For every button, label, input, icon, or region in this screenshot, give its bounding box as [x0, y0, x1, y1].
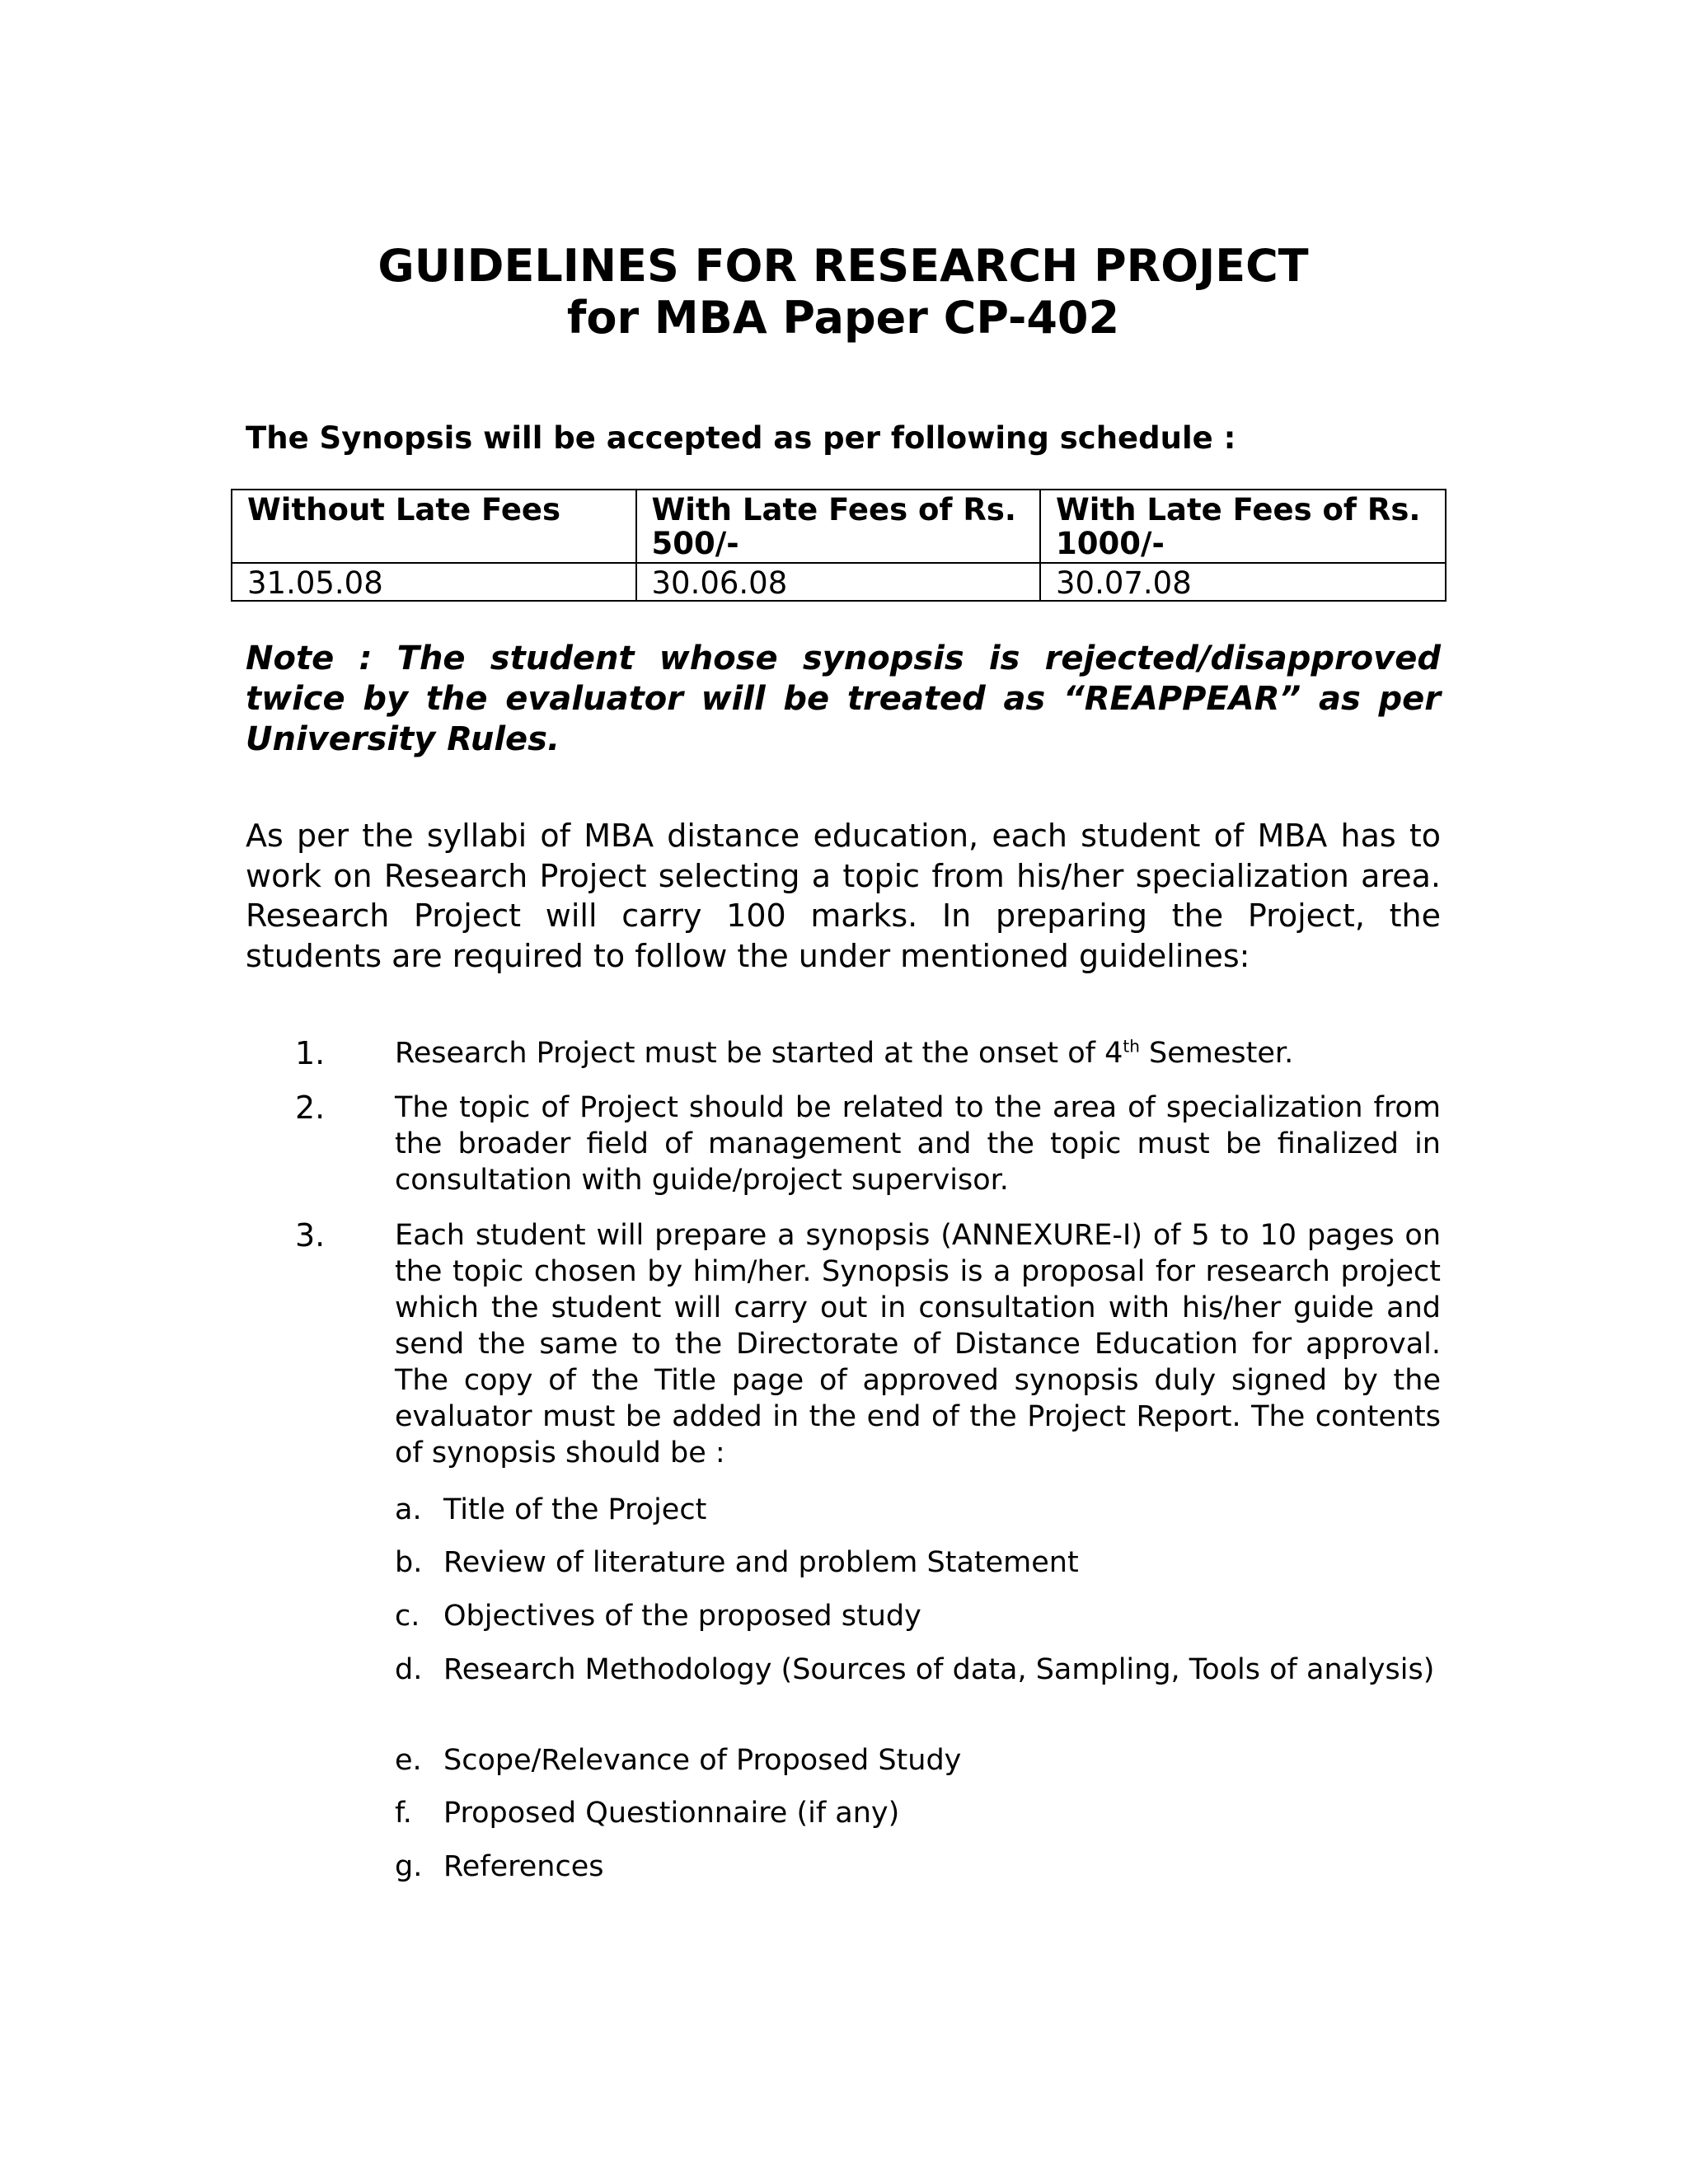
guideline-text: Each student will prepare a synopsis (ANNEXURE-I) of 5 to 10 pages on the topic chosen by him/her. Synopsis is a proposal for research project which the student will carry out in consultation with his/her guide and send the same to the Directorate of Distance Education for approval. The copy of the Title page of approved synopsis duly signed by the evaluator must be added in the end of the Project Report. The contents of synopsis should be : — [395, 1219, 1441, 1469]
item-text: Review of literature and problem Statement — [443, 1546, 1079, 1579]
schedule-date-cell: 30.06.08 — [636, 563, 1041, 601]
schedule-header-cell: Without Late Fees — [232, 490, 636, 563]
synopsis-content-item — [395, 1544, 1441, 1581]
schedule-header-cell: With Late Fees of Rs. 1000/- — [1040, 490, 1446, 563]
guideline-text — [395, 1035, 1441, 1071]
document-title: GUIDELINES FOR RESEARCH PROJECT — [377, 240, 1309, 292]
guideline-item — [246, 1035, 1441, 1071]
schedule-header-cell: With Late Fees of Rs. 500/- — [636, 490, 1041, 563]
guideline-number: 1. — [295, 1035, 326, 1071]
document-subtitle: for MBA Paper CP-402 — [566, 292, 1120, 344]
intro-paragraph: As per the syllabi of MBA distance education, each student of MBA has to work on Research Project selecting a topic from his/her specialization area. Research Project will carry 100 marks. In preparing the Project, the students are required to follow the under mentioned guidelines: — [246, 818, 1441, 974]
synopsis-content-item — [395, 1598, 1441, 1634]
schedule-table — [231, 489, 1447, 602]
guideline-number: 2. — [295, 1090, 326, 1126]
schedule-heading: The Synopsis will be accepted as per following schedule : — [246, 420, 1236, 456]
reappear-note: Note : The student whose synopsis is rejected/disapproved twice by the evaluator will be treated as “REAPPEAR” as per University Rules. — [246, 640, 1441, 758]
synopsis-content-item — [395, 1849, 1441, 1885]
schedule-date-cell: 31.05.08 — [232, 563, 636, 601]
item-text: References — [443, 1850, 604, 1883]
guideline-number: 3. — [295, 1217, 326, 1254]
item-letter: e. — [395, 1744, 422, 1777]
schedule-header-row — [232, 490, 1446, 563]
guideline-text-part: Research Project must be started at the onset of 4 — [395, 1037, 1123, 1070]
schedule-date-row — [232, 563, 1446, 601]
item-letter: a. — [395, 1493, 422, 1526]
guideline-text-part: Semester. — [1139, 1037, 1294, 1070]
item-letter: b. — [395, 1546, 423, 1579]
item-letter: f. — [395, 1797, 412, 1830]
item-text: Scope/Relevance of Proposed Study — [443, 1744, 962, 1777]
item-text: Objectives of the proposed study — [443, 1600, 921, 1633]
guideline-item — [246, 1090, 1441, 1198]
schedule-date-cell: 30.07.08 — [1040, 563, 1446, 601]
item-letter: d. — [395, 1653, 423, 1686]
guideline-text: The topic of Project should be related to the area of specialization from the broader field of management and the topic must be finalized in consultation with guide/project supervisor. — [395, 1091, 1441, 1197]
item-text: Proposed Questionnaire (if any) — [443, 1797, 900, 1830]
synopsis-content-item — [395, 1492, 1441, 1528]
item-letter: g. — [395, 1850, 423, 1883]
synopsis-content-item — [395, 1795, 1441, 1831]
item-letter: c. — [395, 1600, 420, 1633]
item-text: Research Methodology (Sources of data, Sampling, Tools of analysis) — [443, 1653, 1435, 1686]
synopsis-content-item — [395, 1742, 1441, 1779]
ordinal-superscript: th — [1123, 1036, 1140, 1057]
guideline-item — [246, 1217, 1441, 1471]
item-text: Title of the Project — [443, 1493, 707, 1526]
synopsis-content-item — [395, 1652, 1441, 1688]
